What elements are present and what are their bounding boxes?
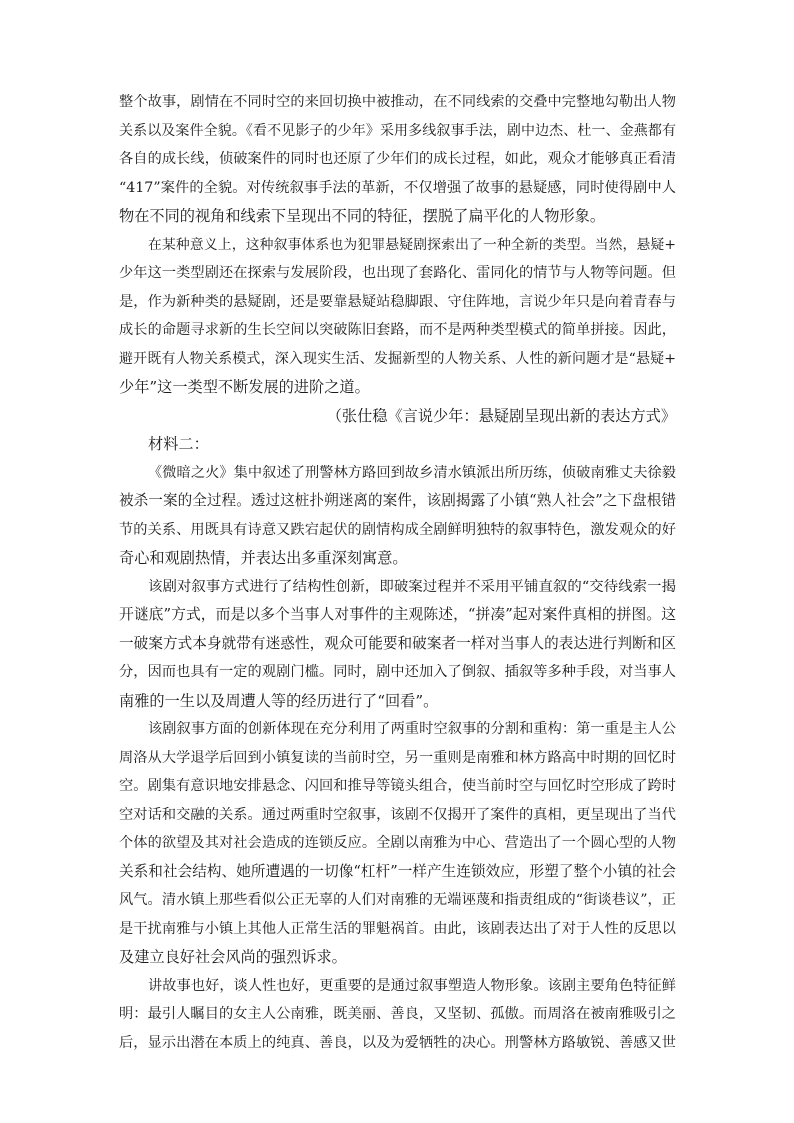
- text-line: 空。剧集有意识地安排悬念、闪回和推导等镜头组合，使当前时空与回忆时空形成了跨时: [119, 778, 676, 794]
- text-line: 后，显示出潜在本质上的纯真、善良，以及为爱牺牲的决心。刑警林方路敏锐、善感又世: [119, 1034, 676, 1051]
- text-line: 在某种意义上，这种叙事体系也为犯罪悬疑剧探索出了一种全新的类型。当然，悬疑+: [148, 236, 676, 253]
- text-line: 整个故事，剧情在不同时空的来回切换中被推动，在不同线索的交叠中完整地勾勒出人物: [119, 94, 676, 110]
- text-line: 少年”这一类型不断发展的进阶之道。: [119, 378, 370, 396]
- text-line: 及建立良好社会风尚的强烈诉求。: [119, 948, 347, 966]
- text-line: 是，作为新种类的悬疑剧，还是要靠悬疑站稳脚跟、守住阵地，言说少年只是向着青春与: [119, 293, 676, 310]
- text-line: 少年这一类型剧还在探索与发展阶段，也出现了套路化、雷同化的情节与人物等问题。但: [119, 265, 676, 281]
- text-line: 该剧对叙事方式进行了结构性创新，即破案过程并不采用平铺直叙的“交待线索一揭: [148, 578, 676, 595]
- text-line: 明：最引人瞩目的女主人公南雅，既美丽、善良，又坚韧、孤傲。而周洛在被南雅吸引之: [119, 1006, 676, 1022]
- text-line: “417”案件的全貌。对传统叙事手法的革新，不仅增强了故事的悬疑感，同时使得剧中人: [119, 179, 676, 196]
- text-line: 是干扰南雅与小镇上其他人正常生活的罪魁祸首。由此，该剧表达出了对于人性的反思以: [119, 920, 676, 937]
- text-line: 被杀一案的全过程。透过这桩扑朔迷离的案件，该剧揭露了小镇“熟人社会”之下盘根错: [119, 492, 676, 509]
- text-line: 空对话和交融的关系。通过两重时空叙事，该剧不仅揭开了案件的真相，更呈现出了当代: [119, 806, 676, 823]
- text-line: 个体的欲望及其对社会造成的连锁反应。全剧以南雅为中心、营造出了一个圆心型的人物: [119, 835, 676, 851]
- text-line: 成长的命题寻求新的生长空间以突破陈旧套路，而不是两种类型模式的简单拼接。因此，: [119, 322, 676, 338]
- text-line: 物在不同的视角和线索下呈现出不同的特征，摆脱了扁平化的人物形象。: [119, 207, 605, 225]
- text-line: 开谜底”方式，而是以多个当事人对事件的主观陈述，“拼凑”起对案件真相的拼图。这: [119, 606, 676, 623]
- text-line: 避开既有人物关系模式，深入现实生活、发掘新型的人物关系、人性的新问题才是“悬疑+: [119, 350, 676, 367]
- text-line: 一破案方式本身就带有迷惑性，观众可能要和破案者一样对当事人的表达进行判断和区: [119, 634, 676, 652]
- text-line: 各自的成长线，侦破案件的同时也还原了少年们的成长过程，如此，观众才能够真正看清: [119, 151, 676, 167]
- text-line: 风气。清水镇上那些看似公正无辜的人们对南雅的无端诬蔑和指责组成的“街谈巷议”，正: [119, 892, 676, 908]
- text-line: 《微暗之火》集中叙述了刑警林方路回到故乡清水镇派出所历练，侦破南雅丈夫徐毅: [148, 464, 676, 481]
- text-line: 南雅的一生以及周遭人等的经历进行了“回看”。: [119, 691, 439, 710]
- section-heading: 材料二：: [148, 435, 209, 453]
- text-line: 分，因而也具有一定的观剧门槛。同时，剧中还加入了倒叙、插叙等多种手段，对当事人: [119, 664, 676, 680]
- document-page: [119, 88, 676, 1057]
- text-line: 奇心和观剧热情，并表达出多重深刻寓意。: [119, 549, 408, 567]
- text-line: 关系以及案件全貌。《看不见影子的少年》采用多线叙事手法，剧中边杰、杜一、金燕都有: [119, 122, 676, 139]
- text-line: 周洛从大学退学后回到小镇复读的当前时空，另一重则是南雅和林方路高中时期的回忆时: [119, 749, 676, 766]
- text-line: 讲故事也好，谈人性也好，更重要的是通过叙事塑造人物形象。该剧主要角色特征鲜: [148, 977, 676, 994]
- text-line: 关系和社会结构、她所遭遇的一切像“杠杆”一样产生连锁效应，形塑了整个小镇的社会: [119, 862, 676, 880]
- text-line: 节的关系、用既具有诗意又跌宕起伏的剧情构成全剧鲜明独特的叙事特色，激发观众的好: [119, 521, 676, 538]
- text-line: 该剧叙事方面的创新体现在充分利用了两重时空叙事的分割和重构：第一重是主人公: [148, 721, 676, 737]
- source-citation: （张仕稳《言说少年：悬疑剧呈现出新的表达方式》: [326, 406, 676, 425]
